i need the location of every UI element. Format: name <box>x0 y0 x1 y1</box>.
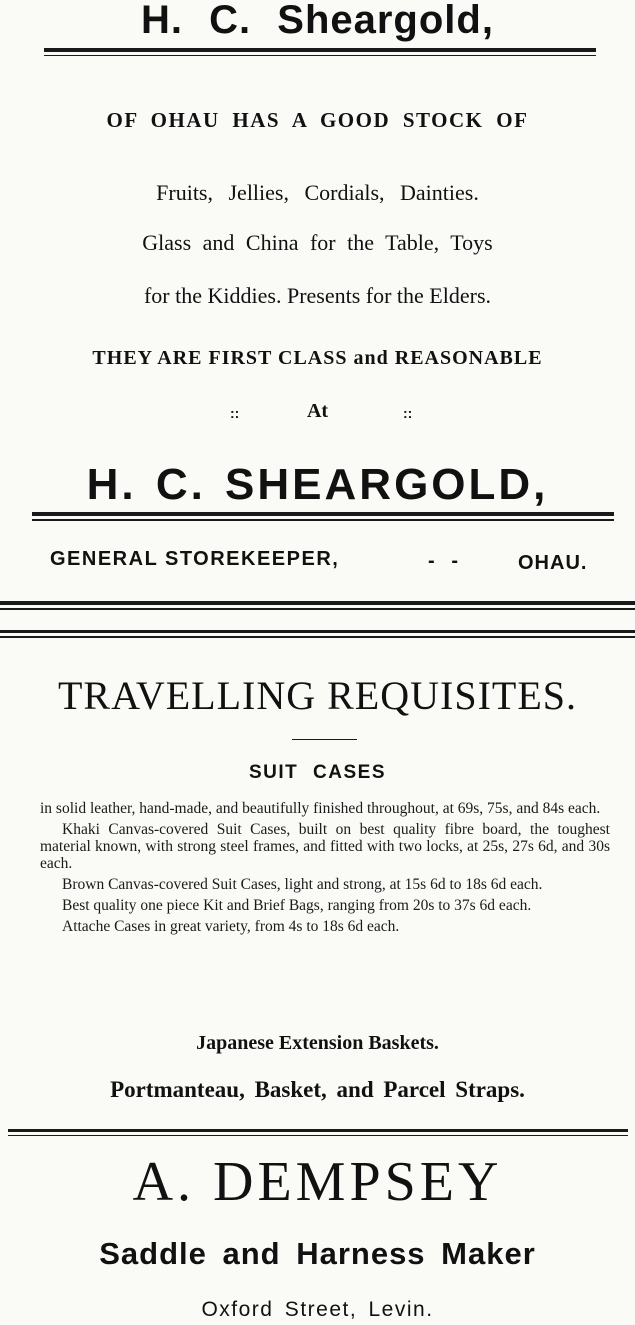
paragraph-brown: Brown Canvas-covered Suit Cases, light and strong, at 15s 6d to 18s 6d each. <box>62 876 543 893</box>
dempsey-address: Oxford Street, Levin. <box>201 1298 434 1321</box>
storekeeper-trade: GENERAL STOREKEEPER, <box>50 548 340 570</box>
sheargold-name-large: H. C. SHEARGOLD, <box>86 460 549 509</box>
tagline: THEY ARE FIRST CLASS and REASONABLE <box>92 347 543 369</box>
separator-rule-2a <box>0 630 635 633</box>
separator-rule-1a <box>0 601 635 605</box>
paragraph-leather: in solid leather, hand-made, and beautifully finished throughout, at 69s, 75s, and 84s each. <box>40 800 601 817</box>
sheargold-subtitle: OF OHAU HAS A GOOD STOCK OF <box>106 108 529 132</box>
title-underline-thick <box>44 48 596 52</box>
heading-short-rule <box>292 739 357 740</box>
town-label: OHAU. <box>518 552 588 574</box>
dempsey-trade: Saddle and Harness Maker <box>99 1236 536 1271</box>
baskets-line: Japanese Extension Baskets. <box>196 1032 439 1054</box>
sheargold-title-top: H. C. Sheargold, <box>141 0 494 42</box>
separator-rule-3a <box>8 1129 628 1132</box>
separator-rule-3b <box>8 1135 628 1136</box>
name-underline-thick <box>32 512 614 516</box>
title-underline-thin <box>44 55 596 56</box>
ornament-left: :: <box>230 405 240 421</box>
stock-line-1: Fruits, Jellies, Cordials, Dainties. <box>156 180 479 205</box>
ornament-right: :: <box>403 405 413 421</box>
name-underline-thin <box>32 519 614 521</box>
paragraph-attache: Attache Cases in great variety, from 4s to 18s 6d each. <box>62 918 400 935</box>
stock-line-3: for the Kiddies. Presents for the Elders. <box>143 283 492 308</box>
paragraph-khaki: Khaki Canvas-covered Suit Cases, built on best quality fibre board, the toughest material known, with strong steel frames, and fitted with two locks, at 25s, 27s 6d, and 30s each. <box>40 821 610 872</box>
suit-cases-subheading: SUIT CASES <box>248 762 387 783</box>
at-word: At <box>306 400 329 422</box>
stock-line-2: Glass and China for the Table, Toys <box>142 230 493 255</box>
travelling-heading: TRAVELLING REQUISITES. <box>57 673 577 718</box>
separator-rule-1b <box>0 608 635 610</box>
straps-line: Portmanteau, Basket, and Parcel Straps. <box>110 1077 525 1102</box>
separator-rule-2b <box>0 636 635 638</box>
dempsey-name: A. DEMPSEY <box>132 1151 503 1213</box>
paragraph-kit-bags: Best quality one piece Kit and Brief Bags, ranging from 20s to 37s 6d each. <box>62 897 532 914</box>
suit-cases-description <box>40 800 610 939</box>
dash-separator: - - <box>428 550 458 572</box>
